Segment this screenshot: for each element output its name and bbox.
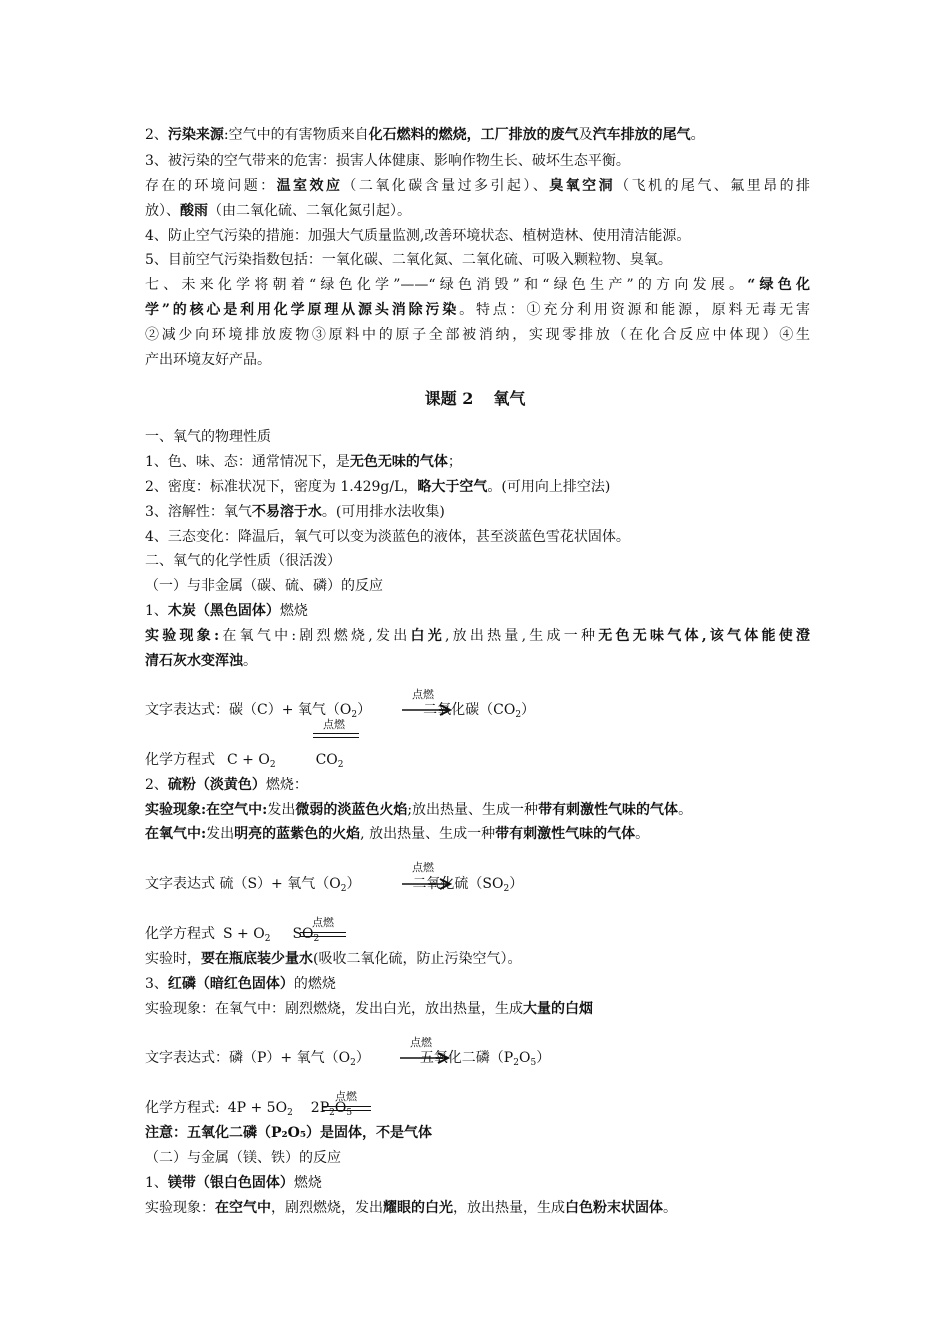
sulfur-eq-condition: 点燃 — [312, 916, 334, 929]
line-green-chem-3: ②减少向环境排放废物③原料中的原子全部被消纳，实现零排放（在化合反应中体现）④生 — [145, 327, 810, 343]
line-env-problems: 存在的环境问题：温室效应（二氧化碳含量过多引起）、臭氧空洞（飞机的尾气、氟里昂的排 — [145, 178, 811, 194]
sulfur-o2-phenomenon: 在氧气中:发出明亮的蓝紫色的火焰, 放出热量、生成一种带有刺激性气味的气体。 — [145, 826, 650, 842]
line-env-problems-2: 放）、酸雨（由二氧化硫、二氧化氮引起）。 — [145, 203, 411, 219]
line-pollution-index: 5、目前空气污染指数包括：一氧化碳、二氧化氮、二氧化硫、可吸入颗粒物、臭氧。 — [145, 252, 672, 268]
physical-states: 4、三态变化：降温后，氧气可以变为淡蓝色的液体，甚至淡蓝色雪花状固体。 — [145, 529, 630, 545]
line-green-chem-1: 七、未来化学将朝着“绿色化学”——“绿色消毁”和“绿色生产”的方向发展。“绿色化 — [145, 277, 810, 293]
line-green-chem-4: 产出环境友好产品。 — [145, 352, 271, 368]
physical-solubility: 3、溶解性：氧气不易溶于水。(可用排水法收集) — [145, 504, 445, 520]
physical-density: 2、密度：标准状况下，密度为 1.429g/L，略大于空气。(可用向上排空法) — [145, 479, 611, 495]
metal-heading: （二）与金属（镁、铁）的反应 — [145, 1150, 341, 1166]
carbon-word-equation: 文字表达式：碳（C）+ 氧气$(O_2)$ 二氧化碳$(CO_2)$ — [145, 702, 536, 720]
sulfur-title: 2、硫粉（淡黄色）燃烧： — [145, 777, 308, 793]
line-pollution-source: 2、污染来源:空气中的有害物质来自化石燃料的燃烧，工厂排放的废气及汽车排放的尾气。 — [145, 127, 705, 143]
line-green-chem-2: 学”的核心是利用化学原理从源头消除污染。特点：①充分利用资源和能源，原料无毒无害 — [145, 302, 810, 318]
phosphorus-word-equation: 文字表达式：磷（P）+ 氧气$(O_2)$ 五氧化二磷$(P_2O_5)$ — [145, 1050, 551, 1068]
magnesium-phenomenon: 实验现象：在空气中，剧烈燃烧，发出耀眼的白光，放出热量，生成白色粉末状固体。 — [145, 1200, 677, 1216]
physical-heading: 一、氧气的物理性质 — [145, 429, 271, 445]
sulfur-chem-equation: 化学方程式 $S + O_2$ $SO_2$ — [145, 926, 320, 944]
phosphorus-eq-condition: 点燃 — [335, 1090, 357, 1103]
carbon-eq-line-1 — [313, 733, 359, 734]
carbon-eq-condition: 点燃 — [323, 718, 345, 731]
carbon-title: 1、木炭（黑色固体）燃烧 — [145, 603, 308, 619]
carbon-eq-line-2 — [313, 737, 359, 738]
sulfur-eq-line-1 — [300, 932, 346, 933]
sulfur-word-equation: 文字表达式 硫（S）+ 氧气$(O_2)$ 二氧化硫$(SO_2)$ — [145, 876, 524, 894]
phosphorus-eq-line-2 — [323, 1110, 371, 1111]
nonmetal-heading: （一）与非金属（碳、硫、磷）的反应 — [145, 578, 383, 594]
phosphorus-title: 3、红磷（暗红色固体）的燃烧 — [145, 976, 336, 992]
physical-color: 1、色、味、态：通常情况下，是无色无味的气体； — [145, 454, 462, 470]
line-pollution-harm: 3、被污染的空气带来的危害：损害人体健康、影响作物生长、破坏生态平衡。 — [145, 153, 630, 169]
carbon-word-condition: 点燃 — [412, 688, 434, 701]
sulfur-note: 实验时，要在瓶底装少量水(吸收二氧化硫，防止污染空气）。 — [145, 951, 522, 967]
carbon-chem-equation: 化学方程式 $C + O_2$ $CO_2$ — [145, 752, 344, 770]
phosphorus-eq-line-1 — [323, 1106, 371, 1107]
phosphorus-note: 注意：五氧化二磷（P₂O₅）是固体，不是气体 — [145, 1125, 432, 1141]
sulfur-word-condition: 点燃 — [412, 861, 434, 874]
carbon-phenomenon-2: 清石灰水变浑浊。 — [145, 653, 257, 669]
carbon-phenomenon-1: 实验现象:在氧气中:剧烈燃烧,发出白光,放出热量,生成一种无色无味气体,该气体能使澄 — [145, 628, 811, 644]
sulfur-air-phenomenon: 实验现象:在空气中:发出微弱的淡蓝色火焰;放出热量、生成一种带有刺激性气味的气体。 — [145, 802, 693, 818]
magnesium-title: 1、镁带（银白色固体）燃烧 — [145, 1175, 322, 1191]
chemical-heading: 二、氧气的化学性质（很活泼） — [145, 553, 341, 569]
sulfur-word-arrow — [402, 878, 452, 890]
lesson-title: 课题 2 氧气 — [424, 389, 526, 408]
sulfur-eq-line-2 — [300, 936, 346, 937]
carbon-word-arrow — [402, 704, 452, 716]
line-prevention: 4、防止空气污染的措施：加强大气质量监测,改善环境状态、植树造林、使用清洁能源。 — [145, 228, 691, 244]
phosphorus-word-arrow — [400, 1052, 450, 1064]
phosphorus-word-condition: 点燃 — [410, 1036, 432, 1049]
phosphorus-chem-equation: 化学方程式: $4P + 5O_2$ $2P_2O_5$ — [145, 1100, 353, 1118]
phosphorus-phenomenon: 实验现象：在氧气中：剧烈燃烧，发出白光，放出热量，生成大量的白烟 — [145, 1001, 593, 1017]
